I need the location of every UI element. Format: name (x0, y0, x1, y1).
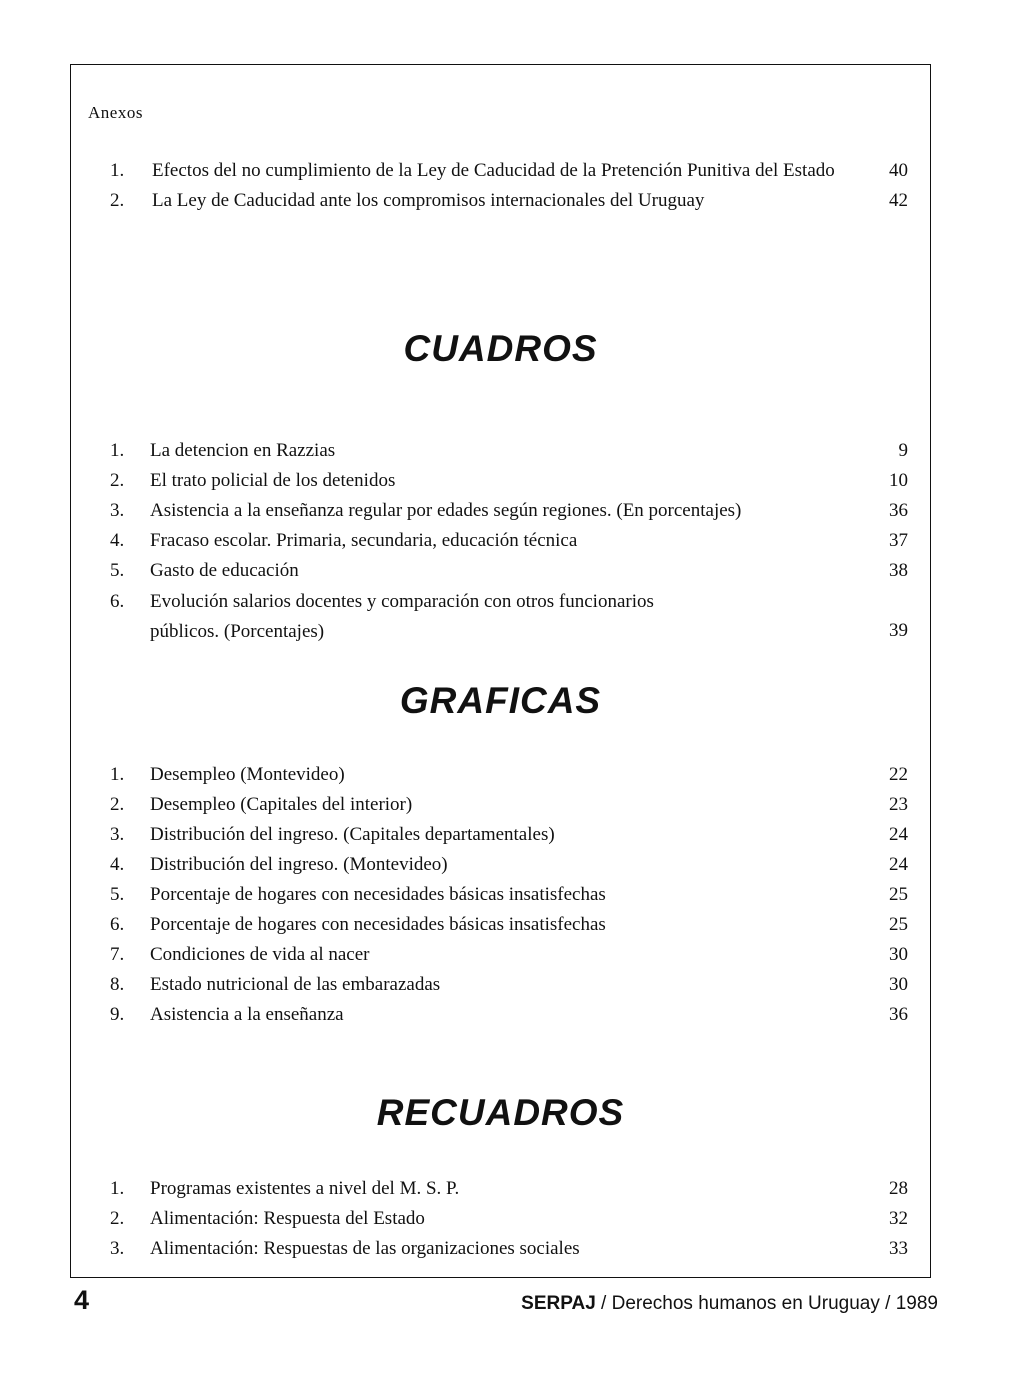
toc-row (0, 157, 1010, 185)
toc-number: 6. (110, 914, 125, 935)
toc-page: 10 (889, 470, 908, 491)
cuadros-heading: CUADROS (403, 328, 598, 369)
toc-row (0, 437, 1010, 465)
toc-number: 6. (110, 591, 125, 612)
toc-page: 25 (889, 884, 908, 905)
toc-row (0, 187, 1010, 215)
toc-text: La Ley de Caducidad ante los compromisos internacionales del Uruguay (152, 190, 705, 211)
toc-text: Distribución del ingreso. (Capitales departamentales) (150, 824, 555, 845)
toc-text: Fracaso escolar. Primaria, secundaria, educación técnica (150, 530, 578, 551)
toc-row (0, 941, 1010, 969)
toc-text: Desempleo (Capitales del interior) (150, 794, 413, 815)
toc-page: 24 (889, 854, 908, 875)
graficas-heading: GRAFICAS (399, 680, 602, 721)
toc-page: 39 (889, 620, 908, 641)
toc-page: 28 (889, 1178, 908, 1199)
page-number: 4 (74, 1285, 90, 1315)
toc-row (0, 557, 1010, 585)
toc-text: Porcentaje de hogares con necesidades básicas insatisfechas (150, 884, 606, 905)
toc-row (0, 1235, 1010, 1263)
toc-page: 24 (889, 824, 908, 845)
footer-separator: / (879, 1293, 896, 1314)
toc-row (0, 467, 1010, 495)
toc-row (0, 1001, 1010, 1029)
toc-number: 4. (110, 854, 125, 875)
toc-text: Alimentación: Respuesta del Estado (150, 1208, 425, 1229)
running-footer (521, 1293, 938, 1315)
toc-row (0, 851, 1010, 879)
toc-number: 3. (110, 1238, 125, 1259)
toc-page: 38 (889, 560, 908, 581)
toc-number: 1. (110, 440, 125, 461)
toc-page: 36 (889, 500, 908, 521)
toc-text: Efectos del no cumplimiento de la Ley de Caducidad de la Pretención Punitiva del Estado (152, 160, 835, 181)
toc-page: 36 (889, 1004, 908, 1025)
toc-number: 3. (110, 500, 125, 521)
toc-text-continuation: públicos. (Porcentajes) (150, 621, 325, 642)
toc-text: Asistencia a la enseñanza regular por edades según regiones. (En porcentajes) (150, 500, 742, 521)
recuadros-heading: RECUADROS (376, 1092, 625, 1133)
toc-page: 9 (898, 440, 908, 461)
toc-text: Condiciones de vida al nacer (150, 944, 370, 965)
toc-number: 1. (110, 160, 125, 181)
toc-page: 23 (889, 794, 908, 815)
toc-row (0, 791, 1010, 819)
toc-row (0, 821, 1010, 849)
toc-number: 7. (110, 944, 125, 965)
toc-row (0, 1175, 1010, 1203)
publisher-name: SERPAJ (521, 1293, 596, 1314)
toc-row (0, 911, 1010, 939)
toc-number: 2. (110, 470, 125, 491)
toc-page: 30 (889, 974, 908, 995)
toc-number: 3. (110, 824, 125, 845)
toc-page: 33 (889, 1238, 908, 1259)
toc-row (0, 761, 1010, 789)
toc-row (0, 881, 1010, 909)
toc-row (0, 1205, 1010, 1233)
footer-separator: / (595, 1293, 612, 1314)
toc-row (0, 971, 1010, 999)
toc-page: 40 (889, 160, 908, 181)
toc-text: El trato policial de los detenidos (150, 470, 396, 491)
toc-page: 42 (889, 190, 908, 211)
toc-text: Gasto de educación (150, 560, 299, 581)
toc-number: 4. (110, 530, 125, 551)
publication-year: 1989 (895, 1293, 938, 1314)
toc-text: Alimentación: Respuestas de las organizaciones sociales (150, 1238, 580, 1259)
toc-number: 2. (110, 1208, 125, 1229)
toc-page: 25 (889, 914, 908, 935)
toc-row (0, 527, 1010, 555)
toc-text: Estado nutricional de las embarazadas (150, 974, 441, 995)
toc-number: 8. (110, 974, 125, 995)
toc-number: 2. (110, 794, 125, 815)
toc-text: Asistencia a la enseñanza (150, 1004, 344, 1025)
toc-page: 30 (889, 944, 908, 965)
toc-text: La detencion en Razzias (150, 440, 336, 461)
toc-text: Evolución salarios docentes y comparación con otros funcionarios (150, 591, 654, 612)
toc-number: 1. (110, 764, 125, 785)
toc-text: Desempleo (Montevideo) (150, 764, 345, 785)
toc-page: 37 (889, 530, 908, 551)
toc-text: Distribución del ingreso. (Montevideo) (150, 854, 448, 875)
toc-number: 1. (110, 1178, 125, 1199)
toc-number: 5. (110, 560, 125, 581)
toc-number: 5. (110, 884, 125, 905)
toc-text: Programas existentes a nivel del M. S. P. (150, 1178, 460, 1199)
toc-number: 2. (110, 190, 125, 211)
toc-text: Porcentaje de hogares con necesidades básicas insatisfechas (150, 914, 606, 935)
publication-title: Derechos humanos en Uruguay (611, 1293, 880, 1314)
toc-row (0, 497, 1010, 525)
toc-page: 32 (889, 1208, 908, 1229)
toc-number: 9. (110, 1004, 125, 1025)
toc-page: 22 (889, 764, 908, 785)
toc-row (0, 587, 1010, 647)
anexos-title: Anexos (88, 103, 143, 122)
